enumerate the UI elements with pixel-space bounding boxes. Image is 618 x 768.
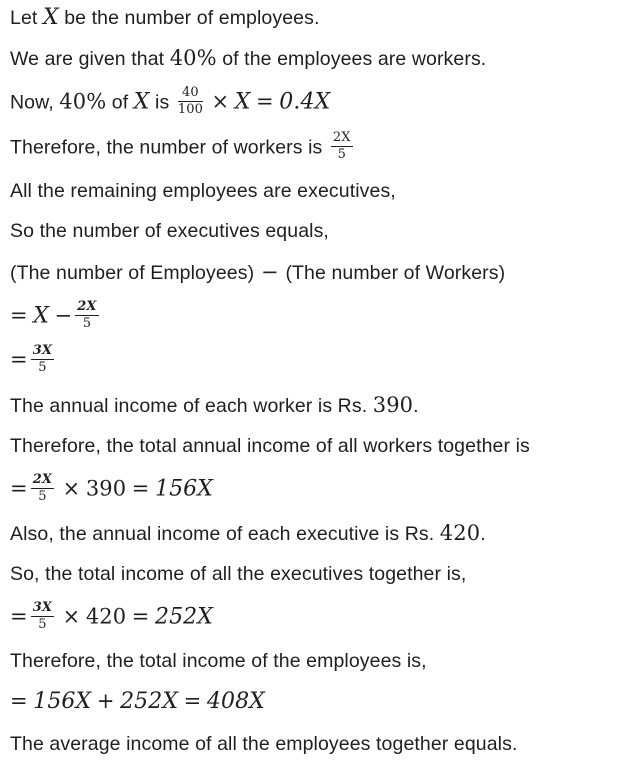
text: of the employees are workers. bbox=[216, 48, 487, 70]
line-executive-income bbox=[10, 520, 486, 547]
math-value: 390 bbox=[85, 476, 127, 501]
text: Now, bbox=[10, 91, 60, 114]
line-number-of-workers bbox=[10, 130, 356, 164]
math-value: 420 bbox=[85, 604, 127, 629]
text: So the number of executives equals, bbox=[10, 220, 329, 242]
text: We are given that bbox=[10, 48, 170, 70]
math-equals: = bbox=[131, 476, 150, 501]
line-three-x-fifths bbox=[10, 343, 57, 377]
line-average-income bbox=[10, 731, 518, 757]
math-plus: + bbox=[96, 689, 115, 713]
fraction bbox=[31, 601, 54, 632]
text: Also, the annual income of each executive is Rs. bbox=[10, 523, 440, 545]
text: Therefore, the total annual income of all workers together is bbox=[10, 435, 530, 457]
fraction-numerator: 3X bbox=[32, 343, 53, 358]
math-percent: 40% bbox=[169, 46, 217, 70]
fraction bbox=[178, 86, 203, 117]
line-workers-percent bbox=[10, 45, 486, 72]
line-workers-income-calc bbox=[10, 472, 214, 506]
math-times: × bbox=[211, 89, 230, 114]
line-total-executives-income-intro bbox=[10, 561, 466, 587]
fraction bbox=[75, 300, 98, 331]
line-x-minus-fraction bbox=[10, 299, 102, 333]
text: Therefore, the number of workers is bbox=[10, 136, 328, 159]
line-executives-income-calc bbox=[10, 600, 214, 634]
fraction-numerator: 2X bbox=[32, 472, 53, 487]
math-equals: = bbox=[131, 604, 150, 629]
math-minus: − bbox=[54, 303, 73, 328]
line-total-workers-income-intro bbox=[10, 433, 530, 459]
line-remaining-executives bbox=[10, 178, 396, 204]
line-worker-income bbox=[10, 392, 419, 419]
math-times: × bbox=[62, 476, 81, 501]
text: (The number of Workers) bbox=[285, 262, 506, 284]
fraction-numerator: 3X bbox=[32, 600, 53, 615]
math-equals: = bbox=[10, 689, 28, 713]
math-var: X bbox=[33, 303, 49, 329]
text: (The number of Employees) bbox=[10, 262, 255, 284]
fraction-numerator: 2X bbox=[77, 299, 97, 314]
fraction-denominator: 5 bbox=[337, 147, 346, 162]
fraction-denominator: 5 bbox=[82, 316, 92, 331]
line-total-income-sum bbox=[10, 688, 265, 715]
text: . bbox=[480, 523, 486, 545]
math-equals: = bbox=[256, 89, 274, 114]
math-term: 156X bbox=[33, 689, 92, 714]
line-total-employees-income-intro bbox=[10, 648, 427, 674]
math-var: X bbox=[42, 5, 59, 30]
math-result: 0.4X bbox=[279, 89, 331, 115]
fraction-denominator: 5 bbox=[38, 360, 47, 375]
text: Therefore, the total income of the employees is, bbox=[10, 650, 427, 672]
line-executives-equals bbox=[10, 218, 329, 244]
math-equals: = bbox=[10, 604, 28, 629]
text: All the remaining employees are executives, bbox=[10, 180, 396, 202]
fraction-denominator: 100 bbox=[177, 102, 203, 117]
math-equals: = bbox=[183, 689, 202, 713]
math-value: 420 bbox=[439, 521, 481, 545]
fraction-denominator: 5 bbox=[38, 489, 47, 504]
math-result: 156X bbox=[154, 476, 214, 502]
text: So, the total income of all the executives together is, bbox=[10, 563, 467, 585]
fraction-denominator: 5 bbox=[38, 617, 47, 632]
math-value: 390 bbox=[372, 393, 414, 417]
math-times: × bbox=[62, 604, 81, 629]
line-employees-minus-workers bbox=[10, 259, 505, 286]
math-term: 252X bbox=[120, 689, 179, 714]
text: Let bbox=[10, 7, 43, 29]
text: The annual income of each worker is Rs. bbox=[10, 395, 373, 417]
fraction bbox=[31, 344, 54, 375]
math-var: X bbox=[234, 89, 251, 115]
math-equals: = bbox=[10, 347, 28, 372]
line-define-x bbox=[10, 5, 320, 31]
text: be the number of employees. bbox=[58, 7, 320, 29]
math-equals: = bbox=[10, 476, 28, 501]
text: . bbox=[413, 395, 419, 417]
fraction bbox=[331, 131, 353, 162]
text: of bbox=[106, 91, 134, 114]
math-equals: = bbox=[10, 303, 28, 328]
math-minus: − bbox=[254, 260, 286, 284]
math-result: 252X bbox=[154, 604, 214, 630]
fraction-numerator: 2X bbox=[332, 130, 351, 145]
math-var: X bbox=[133, 89, 150, 115]
fraction bbox=[31, 473, 54, 504]
math-result: 408X bbox=[206, 689, 265, 714]
text: The average income of all the employees together equals. bbox=[10, 733, 518, 755]
line-forty-percent-of-x bbox=[10, 85, 331, 119]
text: is bbox=[149, 91, 175, 114]
math-percent: 40% bbox=[59, 89, 107, 114]
fraction-numerator: 40 bbox=[178, 86, 203, 102]
